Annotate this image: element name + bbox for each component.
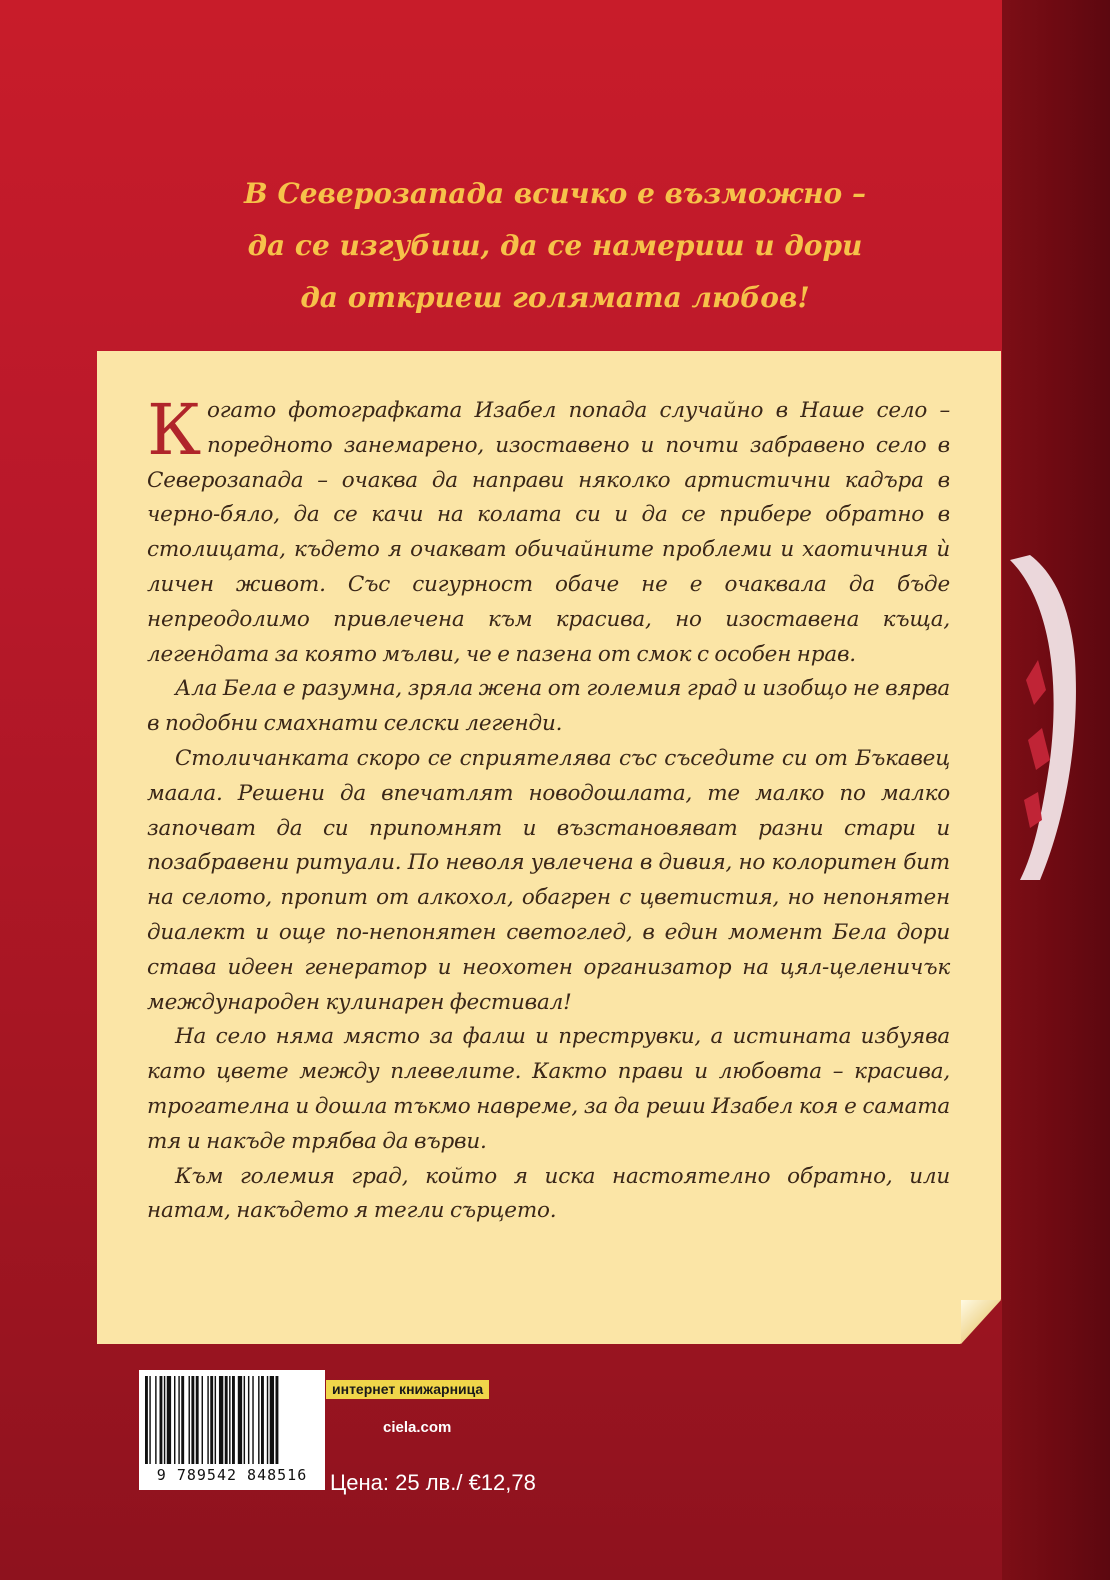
- shop-label: интернет книжарница: [326, 1380, 489, 1399]
- tagline-line: да откриеш голямата любов!: [300, 281, 810, 314]
- price-label: Цена: 25 лв./ €12,78: [330, 1470, 536, 1495]
- barcode-bar: [167, 1376, 171, 1464]
- barcode-bar: [207, 1376, 208, 1464]
- barcode-bar: [229, 1376, 230, 1464]
- barcode-bar: [244, 1376, 245, 1464]
- synopsis-paragraph-text: огато фотографката Изабел попада случайно в Наше село – поредното занемарено, изоставено и почти забравено село в Северозапада – очаква да направи няколко артистични кадъра в черно-бяло, да се качи на колата си и да се прибере обратно в столицата, където я очакват обичайните проблеми и хаотичния ѝ личен живот. Със сигурност обаче не е очаквала да бъде непреодолимо привлечена към красива, но изоставена къща, легендата за която мълви, че е пазена от смок с особен нрав.: [147, 398, 950, 667]
- synopsis-paragraph: На село няма място за фалш и преструвки, а истината избуява като цвете между плевелите. Както прави и любовта – красива, трогателна и дошла тъкмо навреме, за да реши Изабел коя е самата тя и накъде трябва да върви.: [147, 1024, 950, 1154]
- synopsis-paragraph: Столичанката скоро се сприятелява със съседите си от Бъкавец маала. Решени да впечатлят новодошлата, те малко по малко започват да си припомнят и възстановяват разни стари и позабравени ритуали. По неволя увлечена в дивия, но колоритен бит на селото, пропит от алкохол, обагрен с цветистия, но непонятен диалект и още по-непонятен светоглед, в един момент Бела дори става идеен генератор и неохотен организатор на цял-целеничък международен кулинарен фестивал!: [147, 745, 950, 1015]
- drop-cap: К: [147, 389, 201, 471]
- tagline-line: да се изгубиш, да се намериш и дори: [247, 229, 863, 262]
- barcode-bar: [155, 1376, 156, 1464]
- spine-shadow: [1002, 0, 1110, 1580]
- barcode-bar: [261, 1376, 264, 1464]
- barcode-bar: [202, 1376, 203, 1464]
- barcode-bar: [252, 1376, 253, 1464]
- barcode-bar: [149, 1376, 150, 1464]
- barcode-bar: [267, 1376, 268, 1464]
- barcode-bars: [143, 1376, 321, 1464]
- synopsis-paragraph: Към големия град, който я иска настоятелно обратно, или натам, накъдето я тегли сърцето.: [147, 1163, 950, 1224]
- barcode-bar: [164, 1376, 165, 1464]
- barcode-bar: [174, 1376, 175, 1464]
- barcode-bar: [276, 1376, 279, 1464]
- barcode-bar: [145, 1376, 148, 1464]
- barcode-bar: [178, 1376, 179, 1464]
- page-fold-corner: [961, 1300, 1001, 1344]
- barcode-bar: [196, 1376, 199, 1464]
- isbn-barcode: [139, 1370, 325, 1490]
- barcode-bar: [238, 1376, 242, 1464]
- barcode-bar: [160, 1376, 163, 1464]
- synopsis-text: [147, 389, 950, 1229]
- isbn-number: 9 789542 848516: [156, 1466, 308, 1484]
- barcode-bar: [215, 1376, 216, 1464]
- synopsis-paragraph: [147, 389, 950, 672]
- barcode-bar: [232, 1376, 235, 1464]
- barcode-bar: [248, 1376, 249, 1464]
- barcode-bar: [189, 1376, 190, 1464]
- tagline-line: В Северозапада всичко е възможно –: [244, 177, 866, 210]
- barcode-bar: [270, 1376, 274, 1464]
- barcode-bar: [258, 1376, 259, 1464]
- tagline: [140, 168, 970, 324]
- website-url: ciela.com: [383, 1419, 452, 1436]
- barcode-bar: [225, 1376, 228, 1464]
- synopsis-paragraph: Ала Бела е разумна, зряла жена от големия град и изобщо не вярва в подобни смахнати селски легенди.: [147, 676, 950, 737]
- barcode-bar: [191, 1376, 194, 1464]
- barcode-bar: [210, 1376, 213, 1464]
- barcode-bar: [181, 1376, 184, 1464]
- barcode-bar: [219, 1376, 223, 1464]
